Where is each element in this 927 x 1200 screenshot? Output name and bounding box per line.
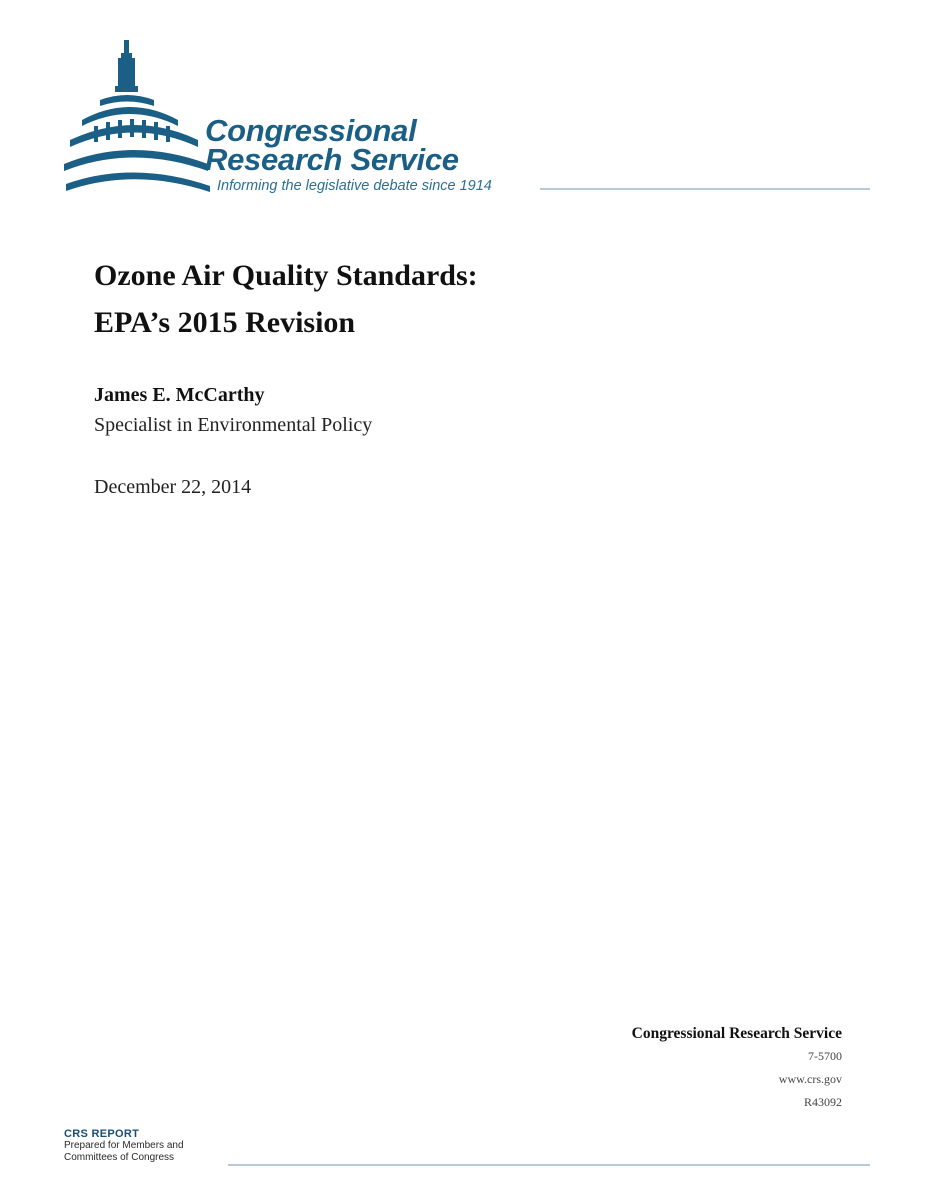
crs-report-heading: CRS REPORT <box>64 1128 140 1140</box>
publisher-name: Congressional Research Service <box>631 1025 842 1042</box>
crs-report-label <box>64 1128 184 1164</box>
author-name: James E. McCarthy <box>94 384 265 406</box>
header-divider <box>540 188 870 190</box>
crs-report-line2: Committees of Congress <box>64 1152 175 1163</box>
capitol-dome-icon <box>60 36 210 196</box>
publisher-phone: 7-5700 <box>808 1049 842 1063</box>
publisher-website: www.crs.gov <box>778 1072 842 1086</box>
org-name-line1: Congressional <box>205 113 417 148</box>
report-title-line2: EPA’s 2015 Revision <box>94 306 356 339</box>
report-date: December 22, 2014 <box>94 476 252 498</box>
author-role: Specialist in Environmental Policy <box>94 414 373 436</box>
org-tagline: Informing the legislative debate since 1914 <box>217 178 492 194</box>
org-name-line2: Research Service <box>205 142 459 177</box>
org-name <box>205 113 459 177</box>
report-number: R43092 <box>803 1095 842 1109</box>
report-title <box>94 252 478 346</box>
publication-info <box>632 1022 842 1114</box>
crs-report-line1: Prepared for Members and <box>64 1140 184 1151</box>
footer-divider <box>228 1164 870 1166</box>
report-title-line1: Ozone Air Quality Standards: <box>94 259 478 292</box>
